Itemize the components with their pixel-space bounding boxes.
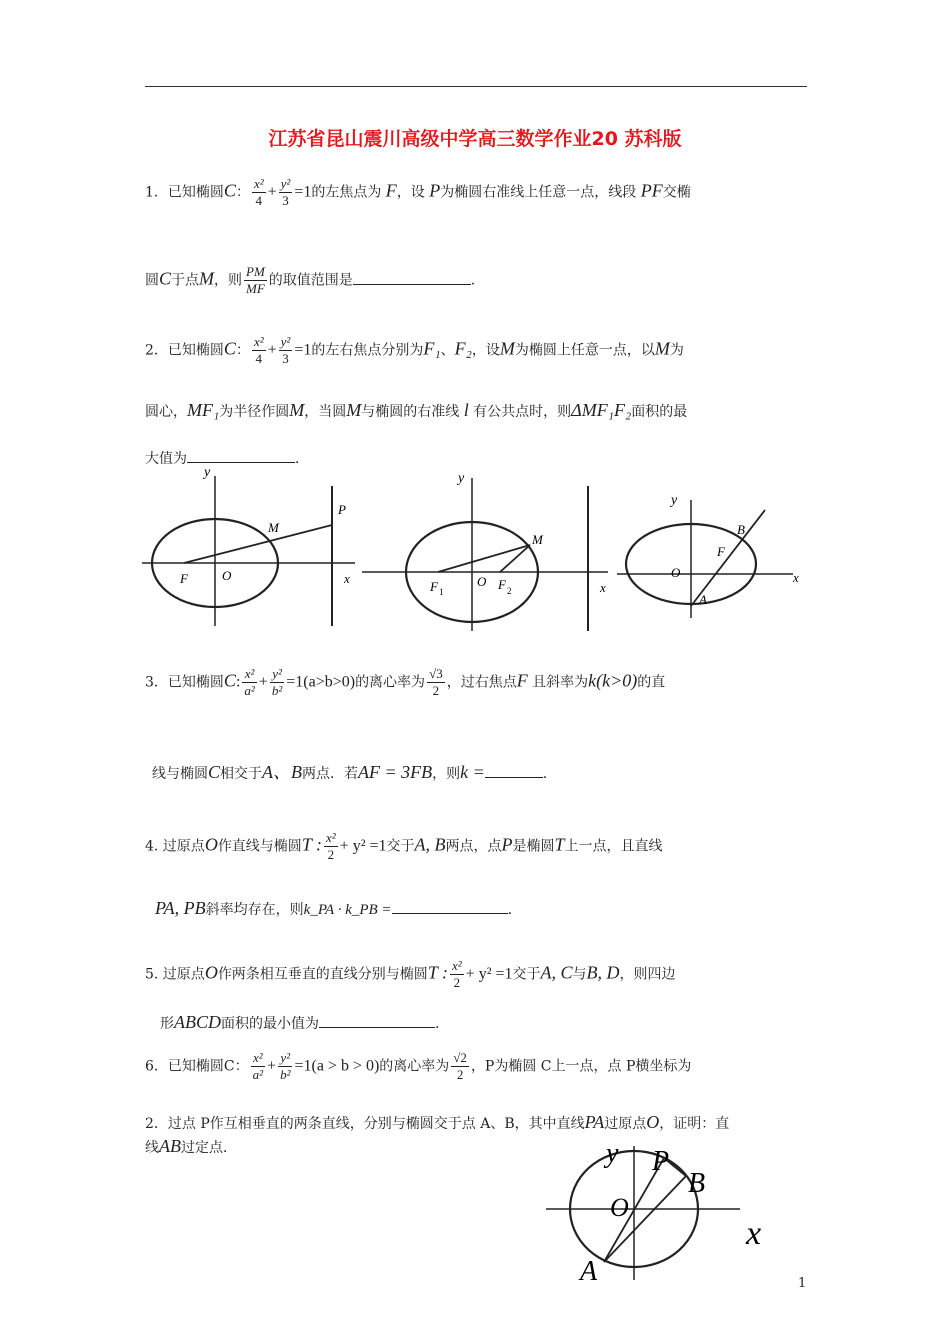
q1-colon: ：	[235, 184, 250, 201]
q6-PA: PA	[584, 1112, 605, 1132]
q4-end: .	[507, 902, 513, 918]
fig2-y-label: y	[458, 471, 465, 486]
q2-number: 2．已知椭圆	[145, 342, 224, 359]
q4-text2: 交于	[386, 838, 415, 855]
header-rule	[145, 86, 807, 87]
figure-ellipse-two-foci	[360, 468, 615, 633]
q2-l: l	[463, 400, 469, 420]
q2-M2: M	[654, 338, 670, 359]
q4-AB: A, B	[414, 834, 446, 855]
q3-frac-x	[242, 666, 256, 699]
q6-ecc-num: √2	[453, 1050, 467, 1065]
q1-ratio-num: PM	[246, 264, 265, 279]
fig4-B-label: B	[688, 1168, 706, 1199]
q6-line1	[145, 1050, 691, 1083]
q3-text2: ，过右焦点	[446, 674, 517, 691]
q1-l2-text3: ，则	[214, 272, 243, 289]
q2-MF1: MF₁	[187, 400, 220, 420]
q4-frac-num: x²	[326, 830, 336, 845]
q1-ratio	[244, 264, 267, 297]
q4-text3: 两点，点	[445, 838, 502, 855]
q3-k-eq: k =	[460, 762, 485, 782]
q5-T: T :	[427, 962, 448, 983]
q5-equation-rest: + y² =1	[465, 965, 513, 983]
q3-condition: =1(a>b>0)	[286, 673, 356, 691]
fig4-P-label: P	[652, 1146, 670, 1177]
q2-M4: M	[346, 400, 362, 420]
q6-frac-y-num: y²	[278, 1050, 292, 1067]
q3-l2-text1: 线与椭圆	[152, 766, 208, 782]
q2-l2-text3: ，当圆	[304, 404, 347, 420]
q1-text4: 交椭	[662, 184, 691, 201]
q2-text1: 的左右焦点分别为	[311, 342, 424, 359]
q3-eccentricity	[427, 666, 445, 699]
q1-l2-text4: 的取值范围是	[268, 272, 353, 289]
q1-ellipse-C: C	[223, 180, 236, 201]
q6-text2: ，P为椭圆 C上一点，点 P横坐标为	[470, 1058, 692, 1075]
fig4-O-label: O	[610, 1193, 629, 1222]
q5-frac-num: x²	[452, 958, 462, 973]
q3-number: 3．已知椭圆	[145, 674, 224, 691]
q5-line2	[160, 1012, 439, 1033]
q2-l2-text1: 圆心，	[145, 404, 187, 420]
q6-l2-text1: 2．过点 P作互相垂直的两条直线，分别与椭圆交于点 A、B，其中直线	[145, 1116, 585, 1132]
q2-frac-y	[279, 334, 293, 367]
fig1-x-label: x	[344, 571, 350, 586]
fig2-F2-label: F	[498, 577, 506, 592]
fig1-P-label: P	[338, 502, 346, 517]
q6-frac-y	[278, 1050, 292, 1083]
q1-l2-text1: 圆	[145, 272, 159, 289]
q2-end: ．	[295, 451, 309, 467]
q3-frac-y-num: y²	[270, 666, 284, 683]
q3-ecc-num: √3	[429, 666, 443, 681]
q2-triangle: ΔMF₁F₂	[571, 400, 632, 420]
q1-answer-blank[interactable]	[353, 270, 471, 285]
q3-vector-eq: AF = 3FB	[358, 762, 433, 782]
q3-C: C	[223, 670, 236, 691]
q6-frac-x-den: a²	[252, 1067, 264, 1082]
q5-BD: B, D	[586, 962, 620, 983]
q1-PF: PF	[640, 180, 663, 201]
q1-end: .	[470, 272, 476, 289]
q1-F: F	[385, 180, 397, 201]
q6-frac-x-num: x²	[251, 1050, 265, 1067]
q3-frac-x-num: x²	[242, 666, 256, 683]
q5-answer-blank[interactable]	[319, 1013, 435, 1028]
q5-line1	[145, 958, 676, 991]
q4-P: P	[501, 834, 513, 855]
q2-line3	[145, 448, 309, 468]
q5-ABCD: ABCD	[174, 1012, 221, 1032]
q5-text3: 与	[572, 966, 587, 983]
q1-frac-x-den: 4	[255, 193, 263, 208]
q6-l2-text3: ，证明：直	[659, 1116, 730, 1132]
q2-l2-text5: 有公共点时，则	[473, 404, 572, 420]
q3-plus: +	[258, 673, 268, 691]
q3-frac-y	[270, 666, 284, 699]
figure-ellipse-chord	[615, 490, 810, 620]
q3-colon: :	[235, 673, 241, 691]
q4-T: T :	[301, 834, 322, 855]
fig2-F1-subscript: 1	[439, 587, 444, 597]
q5-frac	[450, 958, 464, 991]
q3-text3: 且斜率为	[532, 674, 589, 691]
q3-l2-text2: 相交于	[220, 766, 263, 782]
q4-frac-den: 2	[327, 847, 335, 862]
q6-l3-text1: 线	[145, 1140, 159, 1156]
q1-frac-x-num: x²	[253, 176, 264, 191]
fig2-O-label: O	[477, 574, 487, 589]
q2-text4: 为	[669, 342, 684, 359]
q2-eq: =1	[294, 341, 312, 359]
q4-frac	[324, 830, 338, 863]
q1-l2-C: C	[159, 268, 172, 289]
q2-line2	[145, 400, 687, 421]
q6-condition: =1(a > b > 0)	[294, 1057, 380, 1075]
q5-text1: 作两条相互垂直的直线分别与椭圆	[217, 966, 428, 983]
q2-frac-x-num: x²	[253, 334, 264, 349]
q4-l2-text: 斜率均存在，则	[205, 902, 304, 918]
fig3-O-label: O	[671, 565, 681, 580]
q4-slope-product: k_PA · k_PB =	[303, 902, 392, 918]
q2-plus: +	[267, 341, 277, 359]
q4-text5: 上一点，且直线	[564, 838, 663, 855]
q2-F2: F₂	[454, 338, 472, 359]
fig3-x-label: x	[793, 570, 799, 585]
fig3-B-label: B	[737, 522, 745, 537]
fig1-F-label: F	[180, 571, 188, 586]
q3-line2	[152, 758, 547, 784]
q2-F1: F₁	[423, 338, 441, 359]
q3-text1: 的离心率为	[355, 674, 426, 691]
q1-plus: +	[267, 183, 277, 201]
q3-answer-blank[interactable]	[485, 763, 543, 778]
q1-ratio-den: MF	[246, 281, 265, 296]
q4-PA-PB: PA, PB	[155, 898, 206, 918]
q4-line2	[155, 898, 512, 919]
fig4-y-label: y	[606, 1138, 619, 1169]
q2-frac-x-den: 4	[255, 351, 263, 366]
q5-text2: 交于	[512, 966, 541, 983]
fig2-F2-subscript: 2	[507, 586, 512, 596]
q1-number: 1．已知椭圆	[145, 184, 224, 201]
q6-ecc-den: 2	[456, 1067, 464, 1082]
q1-frac-y	[279, 176, 293, 209]
q6-l2-text2: 过原点	[604, 1116, 647, 1132]
fig2-F1-label: F	[430, 579, 438, 594]
q3-l2-text3: 两点．若	[302, 766, 359, 782]
q6-line2	[145, 1112, 729, 1133]
q6-line3	[145, 1136, 237, 1157]
q3-AB: A、B	[262, 762, 303, 782]
fig1-O-label: O	[222, 568, 232, 583]
q1-l2-text2: 于点	[171, 272, 200, 289]
q2-l2-text6: 面积的最	[631, 404, 688, 420]
q1-l2-M: M	[199, 268, 215, 289]
q2-line1	[145, 334, 684, 367]
q5-AC: A, C	[540, 962, 573, 983]
q1-text2: ，设	[396, 184, 425, 201]
q6-frac-y-den: b²	[280, 1067, 291, 1082]
q3-F: F	[516, 670, 528, 691]
q6-number: 6．已知椭圆C：	[145, 1058, 249, 1075]
figure-ellipse-perpendicular-chords	[540, 1132, 780, 1282]
q4-number: 4. 过原点	[145, 838, 205, 855]
fig3-y-label: y	[671, 493, 678, 508]
page-title: 江苏省昆山震川高级中学高三数学作业20 苏科版	[268, 128, 682, 150]
fig4-A-label: A	[580, 1256, 598, 1282]
q4-T2: T	[554, 834, 565, 855]
q5-l2-text1: 形	[160, 1016, 174, 1032]
q1-P: P	[429, 180, 441, 201]
q4-answer-blank[interactable]	[392, 899, 508, 914]
q5-end: .	[435, 1016, 440, 1032]
q2-frac-y-num: y²	[280, 334, 291, 349]
q1-line2	[145, 264, 475, 297]
fig1-M-label: M	[268, 520, 279, 535]
q6-plus: +	[267, 1057, 277, 1075]
q2-text2: ，设	[471, 342, 500, 359]
q6-AB: AB	[159, 1136, 181, 1156]
q3-text4: 的直	[637, 674, 666, 691]
q3-frac-x-den: a²	[244, 683, 255, 698]
q5-O: O	[204, 962, 218, 983]
q3-end: .	[542, 766, 548, 782]
q2-C: C	[223, 338, 236, 359]
fig2-x-label: x	[600, 580, 606, 595]
q3-l2-C: C	[208, 762, 221, 782]
q3-k: k(k>0)	[588, 670, 638, 691]
q4-O: O	[204, 834, 218, 855]
q3-frac-y-den: b²	[271, 683, 283, 698]
q6-eccentricity	[451, 1050, 469, 1083]
q3-l2-text4: ，则	[432, 766, 461, 782]
q6-text1: 的离心率为	[379, 1058, 450, 1075]
fig4-x-label: x	[746, 1215, 762, 1252]
q2-l3-text: 大值为	[145, 451, 187, 467]
fig2-M-label: M	[532, 532, 543, 547]
q4-line1	[145, 830, 663, 863]
q6-O: O	[646, 1112, 660, 1132]
q5-number: 5. 过原点	[145, 966, 205, 983]
q3-line1	[145, 666, 665, 699]
q2-M3: M	[289, 400, 305, 420]
q4-equation-rest: + y² =1	[339, 837, 387, 855]
q6-l3-text2: 过定点．	[181, 1140, 237, 1156]
q2-frac-y-den: 3	[282, 351, 289, 366]
q2-l2-text4: 与椭圆的右准线	[361, 404, 460, 420]
q2-sep: 、	[440, 342, 455, 359]
q5-frac-den: 2	[453, 975, 461, 990]
q2-answer-blank[interactable]	[187, 448, 295, 463]
figure-ellipse-focus-directrix	[140, 468, 365, 628]
q1-text3: 为椭圆右准线上任意一点，线段	[440, 184, 637, 201]
page-number: 1	[798, 1276, 807, 1291]
fig1-y-label: y	[204, 468, 211, 480]
q5-text4: ，则四边	[619, 966, 676, 983]
q1-frac-y-den: 3	[282, 193, 289, 208]
q2-M: M	[499, 338, 515, 359]
fig3-F-label: F	[717, 544, 725, 559]
fig3-A-label: A	[699, 592, 707, 607]
q2-colon: ：	[235, 342, 250, 359]
q2-frac-x	[252, 334, 266, 367]
q1-eq: =1	[294, 183, 312, 201]
q4-text1: 作直线与椭圆	[217, 838, 302, 855]
q2-l2-text2: 为半径作圆	[219, 404, 290, 420]
q5-l2-text2: 面积的最小值为	[221, 1016, 319, 1032]
q1-frac-y-num: y²	[280, 176, 291, 191]
q2-text3: 为椭圆上任意一点，以	[514, 342, 655, 359]
q1-frac-x	[252, 176, 266, 209]
q1-text1: 的左焦点为	[311, 184, 382, 201]
q1-line1	[145, 176, 691, 209]
q3-ecc-den: 2	[432, 683, 440, 698]
q6-frac-x	[251, 1050, 265, 1083]
q4-text4: 是椭圆	[512, 838, 555, 855]
